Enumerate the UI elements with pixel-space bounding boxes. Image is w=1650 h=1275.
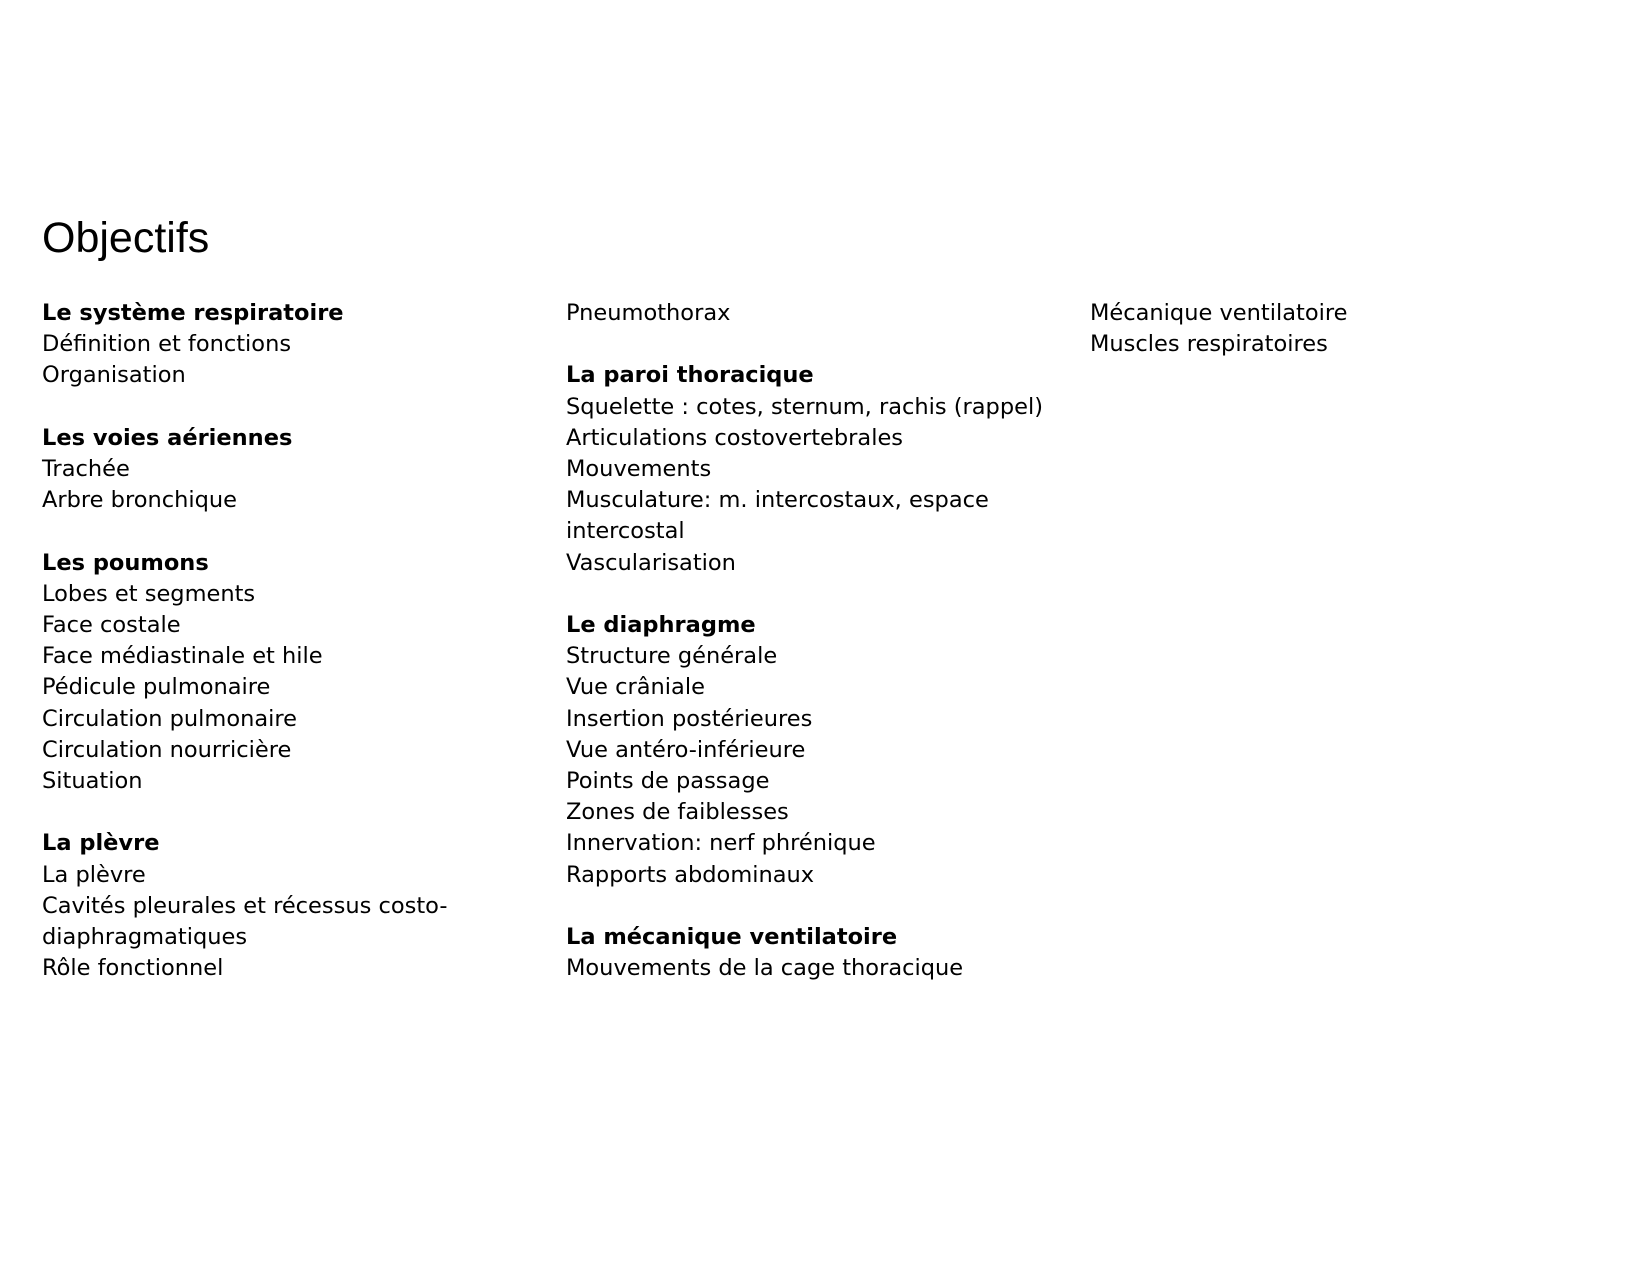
objective-heading: Les poumons bbox=[42, 549, 209, 576]
spacer-line bbox=[42, 797, 512, 828]
objectives-column-3 bbox=[1090, 298, 1570, 360]
objective-item: Cavités pleurales et récessus costo-diaphragmatiques bbox=[42, 892, 448, 951]
objective-item: Face costale bbox=[42, 612, 181, 638]
objective-item: Circulation nourricière bbox=[42, 736, 292, 763]
objective-item: Pédicule pulmonaire bbox=[42, 674, 271, 701]
spacer-line bbox=[566, 891, 1046, 922]
objective-item: Structure générale bbox=[566, 643, 778, 670]
objective-item: Mouvements de la cage thoracique bbox=[566, 955, 964, 982]
objective-item: Vascularisation bbox=[566, 549, 736, 576]
objective-item: Lobes et segments bbox=[42, 580, 256, 607]
objective-item: Mouvements bbox=[566, 456, 712, 482]
objective-item: Face médiastinale et hile bbox=[42, 643, 323, 670]
objective-item: Rôle fonctionnel bbox=[42, 955, 224, 982]
objective-heading: La mécanique ventilatoire bbox=[566, 924, 898, 951]
objective-item: Insertion postérieures bbox=[566, 705, 813, 732]
page-title: Objectifs bbox=[42, 214, 210, 262]
objective-item: Pneumothorax bbox=[566, 300, 731, 326]
objective-item: Arbre bronchique bbox=[42, 487, 238, 514]
objective-item: Vue antéro-inférieure bbox=[566, 736, 806, 763]
objective-item: Circulation pulmonaire bbox=[42, 705, 298, 732]
objective-heading: La plèvre bbox=[42, 830, 160, 857]
spacer-line bbox=[566, 579, 1046, 610]
objective-item: Articulations costovertebrales bbox=[566, 424, 904, 451]
objective-item: Situation bbox=[42, 768, 143, 795]
objective-heading: Les voies aériennes bbox=[42, 424, 293, 451]
objective-item: Trachée bbox=[42, 456, 130, 482]
objective-item: Zones de faiblesses bbox=[566, 799, 789, 826]
objective-heading: Le diaphragme bbox=[566, 612, 756, 638]
objective-heading: La paroi thoracique bbox=[566, 362, 814, 389]
objective-item: Squelette : cotes, sternum, rachis (rappel) bbox=[566, 393, 1043, 420]
objectives-column-1 bbox=[42, 298, 512, 984]
objective-item: Innervation: nerf phrénique bbox=[566, 830, 876, 857]
objective-item: Points de passage bbox=[566, 768, 770, 795]
objectives-column-2 bbox=[566, 298, 1046, 984]
objective-item: Musculature: m. intercostaux, espace intercostal bbox=[566, 487, 989, 545]
spacer-line bbox=[566, 329, 1046, 360]
objective-item: Rapports abdominaux bbox=[566, 861, 815, 888]
objective-item: Muscles respiratoires bbox=[1090, 331, 1328, 358]
objective-item: Organisation bbox=[42, 362, 186, 389]
objective-item: Définition et fonctions bbox=[42, 331, 292, 358]
objective-item: Vue crâniale bbox=[566, 674, 705, 701]
spacer-line bbox=[42, 392, 512, 423]
spacer-line bbox=[42, 516, 512, 547]
objective-heading: Le système respiratoire bbox=[42, 300, 344, 326]
objective-item: Mécanique ventilatoire bbox=[1090, 300, 1348, 326]
objective-item: La plèvre bbox=[42, 861, 146, 888]
